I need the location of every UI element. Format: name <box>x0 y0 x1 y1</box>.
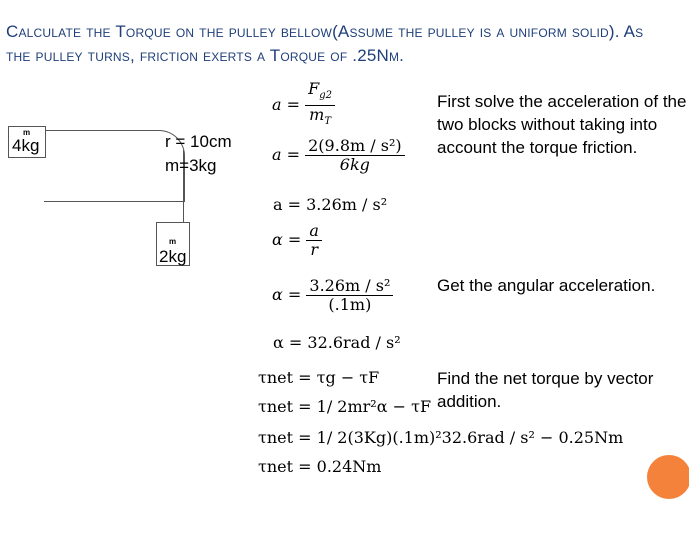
block-4kg-marker: m <box>23 128 31 137</box>
equation-1 <box>272 80 335 131</box>
equation-6: α = 32.6rad / s² <box>273 333 401 352</box>
equation-4 <box>272 222 322 259</box>
block-2kg <box>156 222 190 266</box>
eq1-numerator <box>305 80 335 106</box>
eq4-numerator: a <box>306 222 322 241</box>
equation-2 <box>272 137 405 174</box>
eq5-fraction <box>306 277 393 314</box>
eq1-num-text: F <box>308 79 320 98</box>
equation-5 <box>272 277 393 314</box>
eq1-den-text: m <box>309 105 325 125</box>
eq1-num-sub: g2 <box>319 90 332 102</box>
equation-10: τnet = 0.24Nm <box>258 457 382 476</box>
equation-7: τnet = τg − τF <box>258 368 380 387</box>
equation-9: τnet = 1/ 2(3Kg)(.1m)²32.6rad / s² − 0.25Nm <box>258 428 624 447</box>
eq1-den-sub: T <box>324 116 331 128</box>
eq1-denominator <box>305 106 335 131</box>
eq5-lhs: α = <box>272 285 302 304</box>
note-acceleration: First solve the acceleration of the two blocks without taking into account the torque friction. <box>437 92 687 157</box>
eq2-fraction <box>305 137 404 174</box>
eq2-denominator: 6kg <box>339 155 370 174</box>
eq5-denominator: (.1m) <box>328 295 372 314</box>
mass-label: m=3kg <box>165 156 217 175</box>
block-2kg-label: 2kg <box>159 247 187 266</box>
block-4kg <box>8 126 46 158</box>
eq1-fraction <box>305 80 335 131</box>
eq2-numerator: 2(9.8m / s²) <box>305 137 404 156</box>
radius-label: r = 10cm <box>165 132 232 151</box>
accent-circle <box>647 455 689 499</box>
note-net-torque: Find the net torque by vector addition. <box>437 369 654 411</box>
eq4-fraction <box>306 222 322 259</box>
block-2kg-marker: m <box>169 237 177 246</box>
note-angular: Get the angular acceleration. <box>437 276 656 295</box>
eq4-denominator: r <box>310 240 318 259</box>
slide-title: Calculate the Torque on the pulley bellow(Assume the pulley is a uniform solid). As the pulley turns, friction exerts a Torque of .25Nm. <box>6 22 644 65</box>
eq4-lhs: α = <box>272 230 302 249</box>
eq5-numerator: 3.26m / s² <box>306 277 393 296</box>
eq1-lhs: a = <box>272 95 301 115</box>
block-4kg-label: 4kg <box>12 136 40 155</box>
eq2-lhs: a = <box>272 145 301 164</box>
pulley-outline <box>44 130 185 202</box>
equation-3: a = 3.26m / s² <box>273 195 388 214</box>
equation-8: τnet = 1/ 2mr²α − τF <box>258 397 432 416</box>
